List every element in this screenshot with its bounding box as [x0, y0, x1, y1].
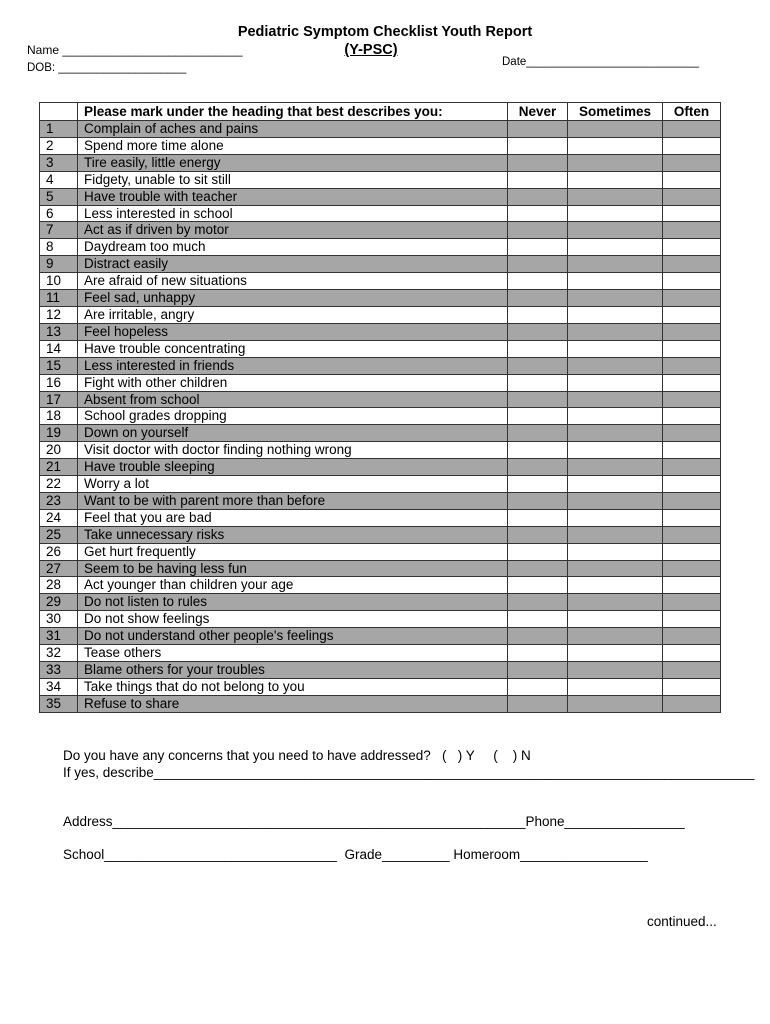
table-row: [40, 188, 721, 205]
sometimes-answer-cell[interactable]: [568, 425, 663, 442]
table-row: [40, 594, 721, 611]
sometimes-answer-cell[interactable]: [568, 509, 663, 526]
table-row: [40, 526, 721, 543]
sometimes-column-header: Sometimes: [568, 103, 663, 121]
sometimes-answer-cell[interactable]: [568, 137, 663, 154]
never-answer-cell[interactable]: [508, 695, 568, 712]
often-answer-cell[interactable]: [663, 256, 721, 273]
item-text: Act younger than children your age: [78, 577, 508, 594]
item-text: Complain of aches and pains: [78, 121, 508, 138]
never-answer-cell[interactable]: [508, 391, 568, 408]
item-text: Less interested in friends: [78, 357, 508, 374]
table-row: [40, 340, 721, 357]
never-answer-cell[interactable]: [508, 492, 568, 509]
item-number: 22: [40, 476, 78, 493]
sometimes-answer-cell[interactable]: [568, 239, 663, 256]
item-number: 9: [40, 256, 78, 273]
item-text: Are afraid of new situations: [78, 273, 508, 290]
item-number: 6: [40, 205, 78, 222]
date-field[interactable]: Date___________________________: [502, 56, 699, 68]
often-answer-cell[interactable]: [663, 154, 721, 171]
item-number: 8: [40, 239, 78, 256]
item-text: Take things that do not belong to you: [78, 678, 508, 695]
item-text: Have trouble sleeping: [78, 459, 508, 476]
table-row: [40, 323, 721, 340]
sometimes-answer-cell[interactable]: [568, 543, 663, 560]
item-number: 12: [40, 306, 78, 323]
table-row: [40, 611, 721, 628]
sometimes-answer-cell[interactable]: [568, 459, 663, 476]
often-answer-cell[interactable]: [663, 645, 721, 662]
item-number: 30: [40, 611, 78, 628]
often-answer-cell[interactable]: [663, 526, 721, 543]
sometimes-answer-cell[interactable]: [568, 560, 663, 577]
never-answer-cell[interactable]: [508, 323, 568, 340]
school-grade-homeroom-field[interactable]: School_______________________________ Grade_________ Homeroom_________________: [63, 847, 648, 862]
often-answer-cell[interactable]: [663, 628, 721, 645]
sometimes-answer-cell[interactable]: [568, 695, 663, 712]
never-answer-cell[interactable]: [508, 611, 568, 628]
item-number: 34: [40, 678, 78, 695]
sometimes-answer-cell[interactable]: [568, 256, 663, 273]
item-number: 17: [40, 391, 78, 408]
often-answer-cell[interactable]: [663, 695, 721, 712]
never-answer-cell[interactable]: [508, 205, 568, 222]
often-answer-cell[interactable]: [663, 222, 721, 239]
form-title: Pediatric Symptom Checklist Youth Report: [237, 24, 533, 40]
item-text: Have trouble concentrating: [78, 340, 508, 357]
often-answer-cell[interactable]: [663, 543, 721, 560]
never-answer-cell[interactable]: [508, 340, 568, 357]
item-number: 4: [40, 171, 78, 188]
item-number: 13: [40, 323, 78, 340]
never-answer-cell[interactable]: [508, 645, 568, 662]
item-number: 26: [40, 543, 78, 560]
never-answer-cell[interactable]: [508, 121, 568, 138]
item-text: Take unnecessary risks: [78, 526, 508, 543]
never-answer-cell[interactable]: [508, 256, 568, 273]
describe-field[interactable]: If yes, describe________________________________________________________________________________: [63, 765, 755, 780]
sometimes-answer-cell[interactable]: [568, 611, 663, 628]
table-row: [40, 256, 721, 273]
never-answer-cell[interactable]: [508, 560, 568, 577]
never-answer-cell[interactable]: [508, 374, 568, 391]
sometimes-answer-cell[interactable]: [568, 340, 663, 357]
item-number: 32: [40, 645, 78, 662]
item-number: 14: [40, 340, 78, 357]
item-text: Feel hopeless: [78, 323, 508, 340]
item-number: 3: [40, 154, 78, 171]
item-number: 7: [40, 222, 78, 239]
never-column-header: Never: [508, 103, 568, 121]
often-answer-cell[interactable]: [663, 509, 721, 526]
table-row: [40, 645, 721, 662]
item-text: Feel sad, unhappy: [78, 290, 508, 307]
table-row: [40, 425, 721, 442]
address-phone-field[interactable]: Address_______________________________________________________Phone________________: [63, 814, 685, 829]
often-answer-cell[interactable]: [663, 205, 721, 222]
often-answer-cell[interactable]: [663, 611, 721, 628]
item-text: Tire easily, little energy: [78, 154, 508, 171]
item-text: Do not understand other people's feelings: [78, 628, 508, 645]
often-answer-cell[interactable]: [663, 357, 721, 374]
never-answer-cell[interactable]: [508, 678, 568, 695]
item-text: Feel that you are bad: [78, 509, 508, 526]
item-text: Want to be with parent more than before: [78, 492, 508, 509]
often-answer-cell[interactable]: [663, 476, 721, 493]
sometimes-answer-cell[interactable]: [568, 492, 663, 509]
often-answer-cell[interactable]: [663, 290, 721, 307]
table-row: [40, 273, 721, 290]
item-text: Spend more time alone: [78, 137, 508, 154]
sometimes-answer-cell[interactable]: [568, 273, 663, 290]
often-answer-cell[interactable]: [663, 560, 721, 577]
item-number: 29: [40, 594, 78, 611]
often-answer-cell[interactable]: [663, 340, 721, 357]
item-number: 33: [40, 662, 78, 679]
never-answer-cell[interactable]: [508, 509, 568, 526]
item-number: 25: [40, 526, 78, 543]
item-number: 5: [40, 188, 78, 205]
often-answer-cell[interactable]: [663, 121, 721, 138]
name-field[interactable]: Name ___________________________: [27, 43, 243, 57]
often-answer-cell[interactable]: [663, 137, 721, 154]
table-row: [40, 357, 721, 374]
never-answer-cell[interactable]: [508, 526, 568, 543]
item-number: 35: [40, 695, 78, 712]
table-row: [40, 391, 721, 408]
sometimes-answer-cell[interactable]: [568, 222, 663, 239]
sometimes-answer-cell[interactable]: [568, 306, 663, 323]
often-answer-cell[interactable]: [663, 374, 721, 391]
item-number: 31: [40, 628, 78, 645]
table-row: [40, 695, 721, 712]
number-column-header: [40, 103, 78, 121]
item-text: School grades dropping: [78, 408, 508, 425]
table-row: [40, 290, 721, 307]
continued-note: continued...: [647, 914, 717, 929]
often-answer-cell[interactable]: [663, 442, 721, 459]
item-text: Down on yourself: [78, 425, 508, 442]
item-number: 21: [40, 459, 78, 476]
never-answer-cell[interactable]: [508, 628, 568, 645]
table-row: [40, 509, 721, 526]
never-answer-cell[interactable]: [508, 543, 568, 560]
sometimes-answer-cell[interactable]: [568, 645, 663, 662]
often-answer-cell[interactable]: [663, 577, 721, 594]
table-row: [40, 662, 721, 679]
table-row: [40, 171, 721, 188]
sometimes-answer-cell[interactable]: [568, 594, 663, 611]
never-answer-cell[interactable]: [508, 594, 568, 611]
never-answer-cell[interactable]: [508, 408, 568, 425]
dob-field[interactable]: DOB: ____________________: [27, 62, 187, 74]
item-text: Have trouble with teacher: [78, 188, 508, 205]
never-answer-cell[interactable]: [508, 273, 568, 290]
item-text: Worry a lot: [78, 476, 508, 493]
often-answer-cell[interactable]: [663, 594, 721, 611]
never-answer-cell[interactable]: [508, 239, 568, 256]
item-text: Do not show feelings: [78, 611, 508, 628]
item-text: Visit doctor with doctor finding nothing wrong: [78, 442, 508, 459]
never-answer-cell[interactable]: [508, 577, 568, 594]
never-answer-cell[interactable]: [508, 357, 568, 374]
often-answer-cell[interactable]: [663, 408, 721, 425]
item-text: Distract easily: [78, 256, 508, 273]
never-answer-cell[interactable]: [508, 154, 568, 171]
item-number: 2: [40, 137, 78, 154]
item-text: Fight with other children: [78, 374, 508, 391]
sometimes-answer-cell[interactable]: [568, 678, 663, 695]
often-answer-cell[interactable]: [663, 492, 721, 509]
never-answer-cell[interactable]: [508, 137, 568, 154]
sometimes-answer-cell[interactable]: [568, 323, 663, 340]
sometimes-answer-cell[interactable]: [568, 526, 663, 543]
item-text: Tease others: [78, 645, 508, 662]
table-row: [40, 239, 721, 256]
sometimes-answer-cell[interactable]: [568, 374, 663, 391]
sometimes-answer-cell[interactable]: [568, 408, 663, 425]
sometimes-answer-cell[interactable]: [568, 188, 663, 205]
sometimes-answer-cell[interactable]: [568, 577, 663, 594]
sometimes-answer-cell[interactable]: [568, 357, 663, 374]
table-row: [40, 222, 721, 239]
often-answer-cell[interactable]: [663, 391, 721, 408]
often-column-header: Often: [663, 103, 721, 121]
sometimes-answer-cell[interactable]: [568, 121, 663, 138]
often-answer-cell[interactable]: [663, 662, 721, 679]
table-row: [40, 121, 721, 138]
instruction-header: Please mark under the heading that best describes you:: [78, 103, 508, 121]
item-text: Seem to be having less fun: [78, 560, 508, 577]
item-number: 19: [40, 425, 78, 442]
table-row: [40, 492, 721, 509]
item-text: Refuse to share: [78, 695, 508, 712]
sometimes-answer-cell[interactable]: [568, 171, 663, 188]
item-number: 28: [40, 577, 78, 594]
sometimes-answer-cell[interactable]: [568, 391, 663, 408]
item-text: Get hurt frequently: [78, 543, 508, 560]
table-row: [40, 560, 721, 577]
table-row: [40, 577, 721, 594]
item-number: 24: [40, 509, 78, 526]
item-number: 18: [40, 408, 78, 425]
item-number: 23: [40, 492, 78, 509]
item-number: 20: [40, 442, 78, 459]
sometimes-answer-cell[interactable]: [568, 154, 663, 171]
table-row: [40, 374, 721, 391]
table-row: [40, 205, 721, 222]
never-answer-cell[interactable]: [508, 425, 568, 442]
often-answer-cell[interactable]: [663, 239, 721, 256]
item-text: Absent from school: [78, 391, 508, 408]
table-row: [40, 678, 721, 695]
item-text: Daydream too much: [78, 239, 508, 256]
item-number: 11: [40, 290, 78, 307]
concerns-question[interactable]: Do you have any concerns that you need to have addressed? ( ) Y ( ) N: [63, 748, 531, 763]
item-text: Act as if driven by motor: [78, 222, 508, 239]
table-row: [40, 442, 721, 459]
never-answer-cell[interactable]: [508, 476, 568, 493]
table-row: [40, 628, 721, 645]
item-text: Fidgety, unable to sit still: [78, 171, 508, 188]
table-row: [40, 459, 721, 476]
form-subtitle: (Y-PSC): [344, 42, 398, 58]
never-answer-cell[interactable]: [508, 442, 568, 459]
table-row: [40, 408, 721, 425]
often-answer-cell[interactable]: [663, 678, 721, 695]
sometimes-answer-cell[interactable]: [568, 662, 663, 679]
often-answer-cell[interactable]: [663, 425, 721, 442]
often-answer-cell[interactable]: [663, 188, 721, 205]
never-answer-cell[interactable]: [508, 222, 568, 239]
item-number: 15: [40, 357, 78, 374]
never-answer-cell[interactable]: [508, 171, 568, 188]
sometimes-answer-cell[interactable]: [568, 442, 663, 459]
never-answer-cell[interactable]: [508, 188, 568, 205]
never-answer-cell[interactable]: [508, 290, 568, 307]
table-row: [40, 543, 721, 560]
table-row: [40, 306, 721, 323]
never-answer-cell[interactable]: [508, 306, 568, 323]
item-number: 16: [40, 374, 78, 391]
table-header-row: [40, 103, 721, 121]
table-row: [40, 154, 721, 171]
sometimes-answer-cell[interactable]: [568, 476, 663, 493]
item-text: Blame others for your troubles: [78, 662, 508, 679]
often-answer-cell[interactable]: [663, 323, 721, 340]
item-number: 27: [40, 560, 78, 577]
item-number: 1: [40, 121, 78, 138]
item-number: 10: [40, 273, 78, 290]
sometimes-answer-cell[interactable]: [568, 205, 663, 222]
sometimes-answer-cell[interactable]: [568, 628, 663, 645]
never-answer-cell[interactable]: [508, 459, 568, 476]
often-answer-cell[interactable]: [663, 273, 721, 290]
item-text: Less interested in school: [78, 205, 508, 222]
often-answer-cell[interactable]: [663, 459, 721, 476]
symptom-checklist-table: [39, 102, 721, 713]
often-answer-cell[interactable]: [663, 306, 721, 323]
item-text: Do not listen to rules: [78, 594, 508, 611]
sometimes-answer-cell[interactable]: [568, 290, 663, 307]
item-text: Are irritable, angry: [78, 306, 508, 323]
table-row: [40, 476, 721, 493]
table-row: [40, 137, 721, 154]
never-answer-cell[interactable]: [508, 662, 568, 679]
often-answer-cell[interactable]: [663, 171, 721, 188]
